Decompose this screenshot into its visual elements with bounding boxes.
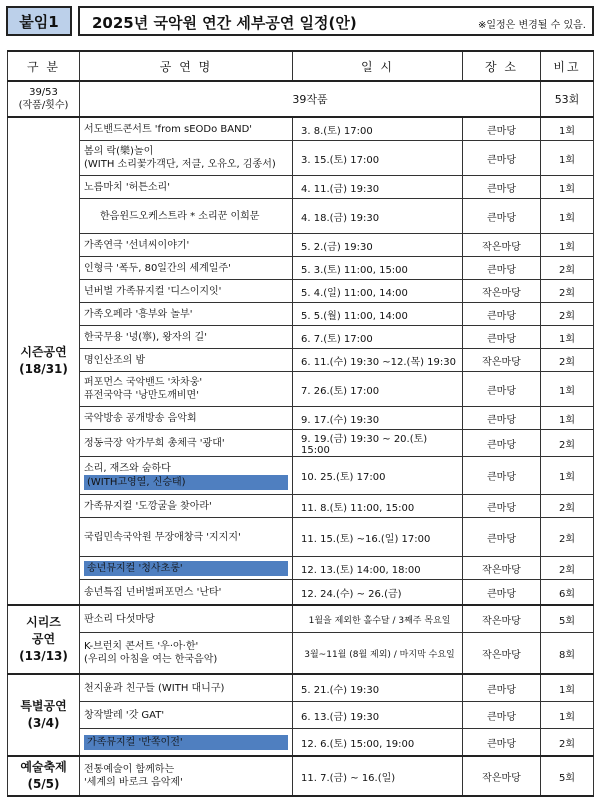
section-category: 시리즈 공연 (13/13) bbox=[8, 605, 80, 674]
performance-venue: 큰마당 bbox=[463, 407, 541, 430]
performance-venue: 작은마당 bbox=[463, 349, 541, 372]
attachment-badge: 붙임1 bbox=[6, 6, 72, 36]
performance-venue: 큰마당 bbox=[463, 457, 541, 495]
performance-count: 1회 bbox=[541, 117, 594, 141]
performance-name bbox=[80, 257, 293, 280]
table-row bbox=[8, 674, 594, 702]
performance-name bbox=[80, 349, 293, 372]
performance-date: 4. 11.(금) 19:30 bbox=[293, 176, 463, 199]
performance-date: 1월을 제외한 홀수달 / 3째주 목요일 bbox=[293, 605, 463, 633]
performance-date: 5. 21.(수) 19:30 bbox=[293, 674, 463, 702]
change-note: ※일정은 변경될 수 있음. bbox=[477, 20, 586, 31]
performance-name bbox=[80, 407, 293, 430]
performance-name bbox=[80, 303, 293, 326]
performance-name bbox=[80, 756, 293, 796]
performance-venue: 큰마당 bbox=[463, 199, 541, 234]
performance-name-line: 국립민속국악원 무장애창극 '지지지' bbox=[84, 531, 241, 543]
table-row bbox=[8, 633, 594, 675]
performance-count: 2회 bbox=[541, 729, 594, 757]
performance-count: 5회 bbox=[541, 756, 594, 796]
performance-venue: 작은마당 bbox=[463, 280, 541, 303]
section-category: 시즌공연 (18/31) bbox=[8, 117, 80, 605]
table-row bbox=[8, 117, 594, 141]
performance-date: 10. 25.(토) 17:00 bbox=[293, 457, 463, 495]
table-row bbox=[8, 176, 594, 199]
performance-count: 2회 bbox=[541, 557, 594, 580]
performance-name-line: (WITH 소리꽃가객단, 저클, 오유오, 김종서) bbox=[84, 159, 276, 170]
performance-count: 1회 bbox=[541, 326, 594, 349]
table-row bbox=[8, 349, 594, 372]
table-body bbox=[8, 81, 594, 796]
table-header-row bbox=[8, 51, 594, 81]
table-row bbox=[8, 234, 594, 257]
performance-name bbox=[80, 580, 293, 606]
col-date: 일 시 bbox=[293, 51, 463, 81]
performance-venue: 큰마당 bbox=[463, 702, 541, 729]
table-row bbox=[8, 257, 594, 280]
performance-count: 1회 bbox=[541, 457, 594, 495]
performance-count: 1회 bbox=[541, 176, 594, 199]
table-row bbox=[8, 457, 594, 495]
performance-name bbox=[80, 234, 293, 257]
performance-venue: 큰마당 bbox=[463, 518, 541, 557]
performance-date: 6. 13.(금) 19:30 bbox=[293, 702, 463, 729]
performance-date: 5. 2.(금) 19:30 bbox=[293, 234, 463, 257]
table-row bbox=[8, 280, 594, 303]
performance-date: 3. 8.(토) 17:00 bbox=[293, 117, 463, 141]
section-category: 특별공연 (3/4) bbox=[8, 674, 80, 756]
performance-name-line: 퓨전국악극 '낭만도깨비면' bbox=[84, 390, 199, 401]
performance-venue: 큰마당 bbox=[463, 729, 541, 757]
performance-venue: 큰마당 bbox=[463, 326, 541, 349]
performance-name-line: 인형극 '폭두, 80일간의 세계일주' bbox=[84, 262, 231, 274]
performance-venue: 큰마당 bbox=[463, 372, 541, 407]
performance-name bbox=[80, 702, 293, 729]
performance-venue: 큰마당 bbox=[463, 117, 541, 141]
performance-date: 11. 7.(금) ~ 16.(일) bbox=[293, 756, 463, 796]
summary-name: 39작품 bbox=[80, 81, 541, 117]
performance-count: 2회 bbox=[541, 303, 594, 326]
performance-count: 2회 bbox=[541, 349, 594, 372]
table-row bbox=[8, 141, 594, 176]
summary-count: 53회 bbox=[541, 81, 594, 117]
performance-date: 5. 4.(일) 11:00, 14:00 bbox=[293, 280, 463, 303]
performance-count: 2회 bbox=[541, 518, 594, 557]
performance-name-line: 한음윈드오케스트라 * 소리꾼 이희문 bbox=[100, 210, 260, 222]
performance-count: 1회 bbox=[541, 674, 594, 702]
performance-venue: 작은마당 bbox=[463, 633, 541, 675]
performance-name bbox=[80, 176, 293, 199]
performance-date: 6. 7.(토) 17:00 bbox=[293, 326, 463, 349]
performance-name bbox=[80, 430, 293, 457]
performance-name-line: (WITH고영열, 신승태) bbox=[84, 475, 288, 490]
performance-venue: 큰마당 bbox=[463, 495, 541, 518]
performance-name-line: 소리, 재즈와 숨하다 bbox=[84, 462, 171, 474]
performance-count: 1회 bbox=[541, 702, 594, 729]
performance-name-line: 정동극장 악가무희 총체극 '광대' bbox=[84, 437, 225, 449]
performance-name bbox=[80, 674, 293, 702]
col-note: 비고 bbox=[541, 51, 594, 81]
performance-name bbox=[80, 141, 293, 176]
performance-date: 3월~11월 (8월 제외) / 마지막 수요일 bbox=[293, 633, 463, 675]
performance-venue: 큰마당 bbox=[463, 141, 541, 176]
table-row bbox=[8, 756, 594, 796]
performance-venue: 작은마당 bbox=[463, 234, 541, 257]
performance-name-line: 노름마치 '허튼소리' bbox=[84, 181, 170, 193]
page-title: 2025년 국악원 연간 세부공연 일정(안) bbox=[92, 14, 357, 32]
performance-count: 2회 bbox=[541, 430, 594, 457]
performance-name-line: 창작발레 '갓 GAT' bbox=[84, 709, 165, 721]
performance-name bbox=[80, 372, 293, 407]
performance-name bbox=[80, 495, 293, 518]
performance-name-line: 가족연극 '선녀씨이야기' bbox=[84, 239, 190, 251]
section-category: 예술축제 (5/5) bbox=[8, 756, 80, 796]
performance-name bbox=[80, 457, 293, 495]
col-category: 구 분 bbox=[8, 51, 80, 81]
table-row bbox=[8, 407, 594, 430]
performance-name-line: 퍼포먼스 국악밴드 '차차웅' bbox=[84, 377, 203, 388]
performance-name bbox=[80, 633, 293, 675]
performance-name bbox=[80, 199, 293, 234]
performance-name-line: 가족오페라 '흥부와 놀부' bbox=[84, 308, 193, 320]
performance-date: 7. 26.(토) 17:00 bbox=[293, 372, 463, 407]
performance-count: 2회 bbox=[541, 495, 594, 518]
performance-venue: 작은마당 bbox=[463, 557, 541, 580]
performance-venue: 큰마당 bbox=[463, 430, 541, 457]
summary-row bbox=[8, 81, 594, 117]
table-row bbox=[8, 326, 594, 349]
performance-date: 5. 3.(토) 11:00, 15:00 bbox=[293, 257, 463, 280]
performance-date: 4. 18.(금) 19:30 bbox=[293, 199, 463, 234]
performance-name bbox=[80, 557, 293, 580]
performance-count: 1회 bbox=[541, 199, 594, 234]
performance-name-line: 서도밴드콘서트 'from sEODo BAND' bbox=[84, 123, 253, 135]
table-row bbox=[8, 580, 594, 606]
performance-venue: 큰마당 bbox=[463, 674, 541, 702]
col-name: 공 연 명 bbox=[80, 51, 293, 81]
summary-category: 39/53 (작품/횟수) bbox=[8, 81, 80, 117]
performance-venue: 작은마당 bbox=[463, 756, 541, 796]
performance-name bbox=[80, 117, 293, 141]
performance-name-line: 명인산조의 밤 bbox=[84, 354, 146, 366]
performance-date: 5. 5.(월) 11:00, 14:00 bbox=[293, 303, 463, 326]
performance-name-line: 전통예술이 함께하는 bbox=[84, 764, 175, 775]
table-row bbox=[8, 729, 594, 757]
performance-date: 11. 15.(토) ~16.(일) 17:00 bbox=[293, 518, 463, 557]
performance-date: 9. 19.(금) 19:30 ~ 20.(토) 15:00 bbox=[293, 430, 463, 457]
performance-name-line: '세계의 바로크 음악제' bbox=[84, 777, 183, 788]
table-row bbox=[8, 372, 594, 407]
performance-count: 1회 bbox=[541, 141, 594, 176]
doc-header bbox=[6, 6, 594, 36]
performance-date: 11. 8.(토) 11:00, 15:00 bbox=[293, 495, 463, 518]
performance-count: 2회 bbox=[541, 280, 594, 303]
performance-name-line: 국악방송 공개방송 음악회 bbox=[84, 412, 197, 424]
table-row bbox=[8, 702, 594, 729]
performance-venue: 큰마당 bbox=[463, 257, 541, 280]
performance-name bbox=[80, 605, 293, 633]
performance-venue: 큰마당 bbox=[463, 580, 541, 606]
performance-venue: 작은마당 bbox=[463, 605, 541, 633]
performance-name-line: 넌버벌 가족뮤지컬 '디스이지잇' bbox=[84, 285, 222, 297]
performance-name-line: K-브런치 콘서트 '우·아·한' bbox=[84, 641, 199, 652]
performance-name bbox=[80, 518, 293, 557]
performance-name-line: (우리의 아침을 여는 한국음악) bbox=[84, 654, 218, 665]
performance-count: 1회 bbox=[541, 407, 594, 430]
performance-count: 8회 bbox=[541, 633, 594, 675]
performance-name bbox=[80, 729, 293, 757]
schedule-table bbox=[7, 50, 594, 797]
col-venue: 장 소 bbox=[463, 51, 541, 81]
performance-name-line: 봄의 락(樂)놀이 bbox=[84, 146, 154, 157]
performance-date: 6. 11.(수) 19:30 ~12.(목) 19:30 bbox=[293, 349, 463, 372]
table-row bbox=[8, 303, 594, 326]
performance-count: 2회 bbox=[541, 257, 594, 280]
performance-date: 3. 15.(토) 17:00 bbox=[293, 141, 463, 176]
performance-date: 12. 6.(토) 15:00, 19:00 bbox=[293, 729, 463, 757]
performance-name bbox=[80, 280, 293, 303]
performance-name-line: 천지윤과 친구들 (WITH 대니구) bbox=[84, 682, 225, 694]
performance-name-line: 한국무용 '녕(寧), 왕자의 길' bbox=[84, 331, 207, 343]
title-box bbox=[78, 6, 594, 36]
performance-name-line: 가족뮤지컬 '반쪽이전' bbox=[84, 735, 288, 750]
performance-count: 1회 bbox=[541, 234, 594, 257]
performance-name-line: 송년뮤지컬 '청사초롱' bbox=[84, 561, 288, 576]
performance-count: 6회 bbox=[541, 580, 594, 606]
performance-venue: 큰마당 bbox=[463, 176, 541, 199]
table-row bbox=[8, 605, 594, 633]
performance-date: 12. 24.(수) ~ 26.(금) bbox=[293, 580, 463, 606]
performance-name bbox=[80, 326, 293, 349]
table-row bbox=[8, 199, 594, 234]
table-row bbox=[8, 557, 594, 580]
performance-name-line: 판소리 다섯마당 bbox=[84, 613, 155, 625]
performance-date: 12. 13.(토) 14:00, 18:00 bbox=[293, 557, 463, 580]
performance-name-line: 송년특집 넌버벌퍼포먼스 '난타' bbox=[84, 586, 222, 598]
performance-count: 5회 bbox=[541, 605, 594, 633]
performance-name-line: 가족뮤지컬 '도깡굴을 찾아라' bbox=[84, 500, 212, 512]
performance-count: 1회 bbox=[541, 372, 594, 407]
table-row bbox=[8, 430, 594, 457]
table-row bbox=[8, 518, 594, 557]
table-row bbox=[8, 495, 594, 518]
performance-date: 9. 17.(수) 19:30 bbox=[293, 407, 463, 430]
performance-venue: 큰마당 bbox=[463, 303, 541, 326]
